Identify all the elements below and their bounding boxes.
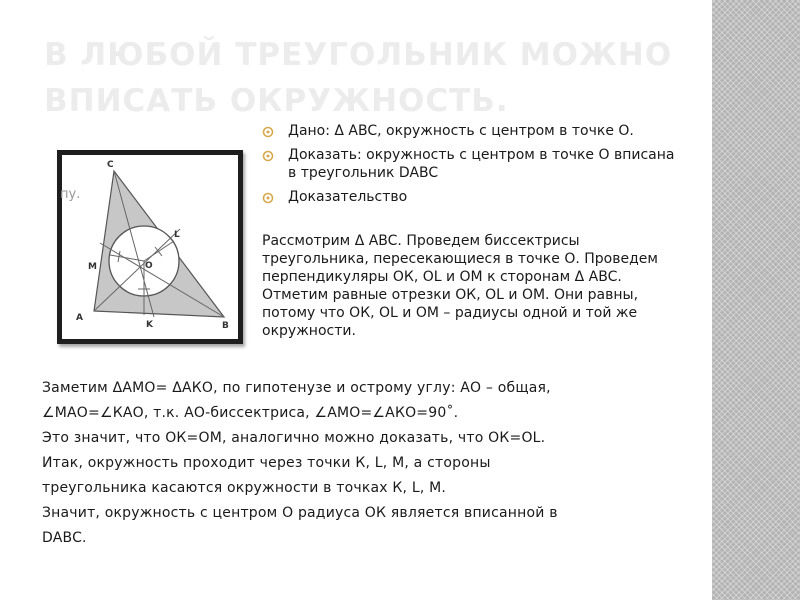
- label-b: B: [222, 321, 229, 331]
- slide-title: В ЛЮБОЙ ТРЕУГОЛЬНИК МОЖНО ВПИСАТЬ ОКРУЖНОСТЬ.: [44, 37, 673, 119]
- stray-text-fragment: пу.: [60, 187, 81, 202]
- bullet-proof: [262, 188, 682, 206]
- ring-bullet-icon: [262, 126, 274, 138]
- label-k: K: [146, 320, 153, 330]
- label-a: A: [76, 313, 83, 323]
- proof-intro-paragraph: Рассмотрим Δ ABC. Проведем биссектрисы треугольника, пересекающиеся в точке О. Проведем перпендикуляры ОК, OL и ОМ к сторонам Δ ABC. Отметим равные отрезки ОК, OL и ОМ. Они равны, потому что ОК, OL и ОМ – радиусы одной и той же окружности.: [262, 233, 658, 339]
- decorative-side-band: [712, 0, 800, 600]
- proof-line: ∠МАО=∠КАО, т.к. АО-биссектриса, ∠АМО=∠АКО=90˚.: [42, 405, 459, 421]
- proof-body: [42, 376, 692, 551]
- label-c: C: [107, 160, 114, 170]
- label-o: O: [145, 261, 153, 271]
- ring-bullet-icon: [262, 192, 274, 204]
- bullet-prove: [262, 146, 682, 182]
- triangle-figure: [57, 150, 243, 344]
- bullet-given: [262, 122, 682, 140]
- proof-line: Итак, окружность проходит через точки К, L, М, а стороны: [42, 455, 491, 471]
- label-m: M: [88, 262, 97, 272]
- proof-line: Заметим ΔАМО= ΔАКО, по гипотенузе и острому углу: АО – общая,: [42, 380, 551, 396]
- label-l: L: [174, 230, 180, 240]
- ring-bullet-icon: [262, 150, 274, 162]
- proof-line: Это значит, что ОК=ОМ, аналогично можно доказать, что ОК=OL.: [42, 430, 546, 446]
- proof-line: Значит, окружность с центром О радиуса ОК является вписанной в: [42, 505, 558, 521]
- bullet-proof-text: Доказательство: [288, 189, 408, 205]
- proof-line: треугольника касаются окружности в точках К, L, М.: [42, 480, 447, 496]
- proof-line: DABC.: [42, 530, 87, 546]
- inscribed-circle-diagram: [62, 155, 238, 339]
- bullet-prove-text: Доказать: окружность с центром в точке О вписана в треугольник DABC: [288, 147, 675, 181]
- bullet-list: [262, 122, 682, 212]
- bullet-given-text: Дано: Δ ABC, окружность с центром в точке О.: [288, 123, 634, 139]
